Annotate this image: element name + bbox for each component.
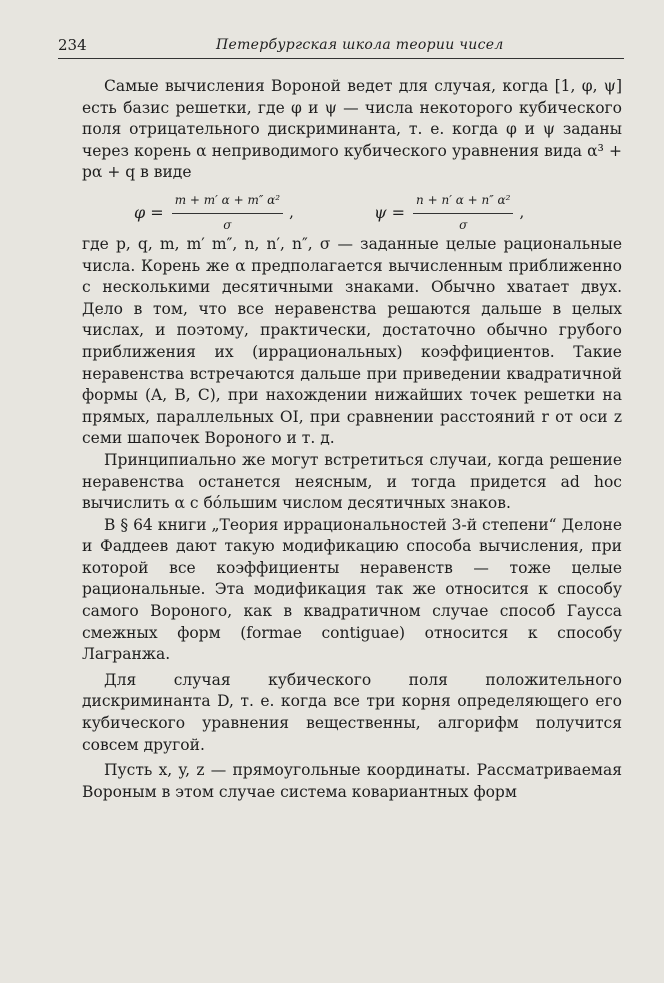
- formula-psi-denominator: σ: [459, 217, 468, 232]
- paragraph-6: Пусть x, y, z — прямоугольные координаты. Рассматриваемая Вороным в этом случае система ковариантных форм: [82, 761, 622, 801]
- formula-psi-punct: ,: [519, 203, 525, 222]
- paragraph-3: Принципиально же могут встретиться случаи, когда решение неравенства останется неясным, и тогда придется ad hoc вычислить α с бо́льшим числом десятичных знаков.: [82, 450, 622, 513]
- page-number: 234: [58, 36, 87, 54]
- formula-psi-fraction: [413, 190, 513, 236]
- header-rule: [58, 58, 624, 59]
- formula-phi-lhs: φ =: [134, 203, 164, 223]
- formula-psi-numerator: n + n′ α + n″ α²: [413, 190, 513, 214]
- paragraph-4: В § 64 книги „Теория иррациональностей 3-й степени“ Делоне и Фаддеев дают такую модификацию способа вычисления, при которой все коэффициенты неравенств — тоже целые рациональные. Эта модификация так же относится к способу самого Вороного, как в квадратичном случае способ Гаусса смежных форм (formae contiguae) относится к способу Лагранжа.: [82, 515, 622, 664]
- page-body: [82, 76, 622, 803]
- formula-psi-lhs: ψ =: [374, 203, 406, 223]
- running-title: Петербургская школа теории чисел: [216, 37, 504, 53]
- paragraph-5: Для случая кубического поля положительного дискриминанта D, т. е. когда все три корня определяющего его кубического уравнения вещественны, алгорифм получится совсем другой.: [82, 670, 622, 754]
- formula-phi: [134, 190, 294, 236]
- formula-psi: [374, 190, 524, 236]
- formula-phi-fraction: [172, 190, 283, 236]
- formula-phi-punct: ,: [289, 203, 294, 222]
- formula-phi-numerator: m + m′ α + m″ α²: [172, 190, 283, 214]
- formula-block: [82, 184, 622, 234]
- page-header: [58, 36, 622, 56]
- paragraph-1: Самые вычисления Вороной ведет для случая, когда [1, φ, ψ] есть базис решетки, где φ и ψ — числа некоторого кубического поля отрицательного дискриминанта, т. е. когда φ и ψ заданы через корень α неприводимого кубического уравнения вида α³ + pα + q в виде: [82, 77, 622, 182]
- formula-phi-denominator: σ: [223, 217, 232, 232]
- paragraph-2: где p, q, m, m′ m″, n, n′, n″, σ — заданные целые рациональные числа. Корень же α предполагается вычисленным приближенно с несколькими десятичными знаками. Обычно хватает двух. Дело в том, что все неравенства решаются дальше в целых числах, и поэтому, практически, достаточно обычно грубого приближения их (иррациональных) коэффициентов. Такие неравенства встречаются дальше при приведении квадратичной формы (A, B, C), при нахождении нижайших точек решетки на прямых, параллельных OI, при сравнении расстояний r от оси z семи шапочек Вороного и т. д.: [82, 234, 622, 448]
